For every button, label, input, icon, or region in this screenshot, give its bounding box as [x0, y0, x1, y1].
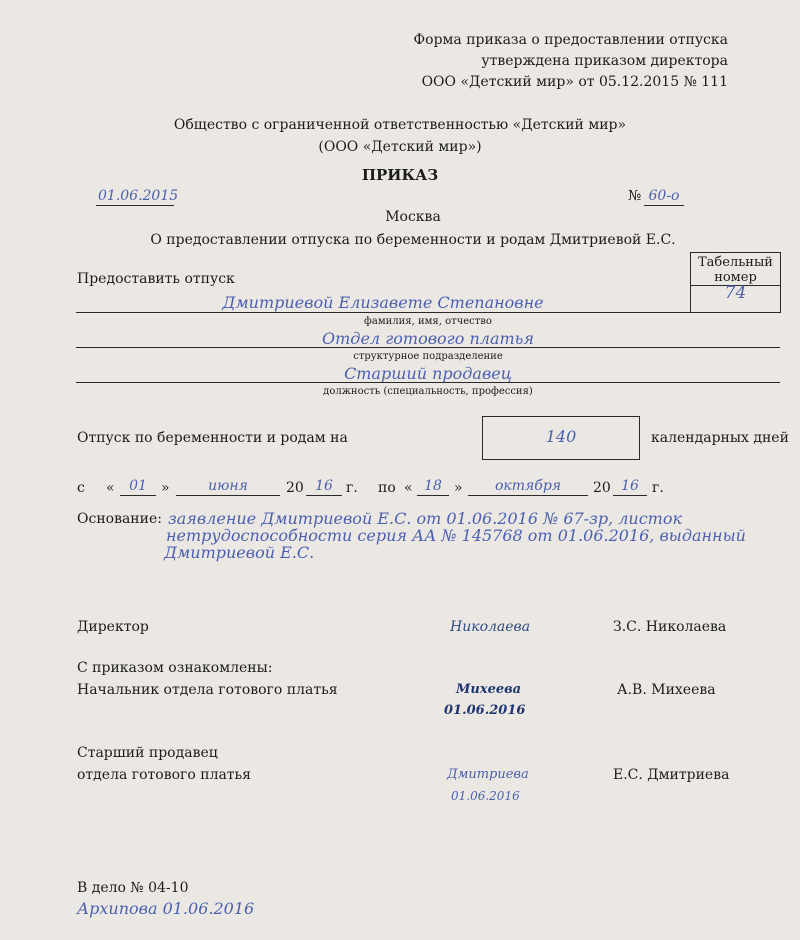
from-month-underline [176, 495, 280, 496]
tab-number-value: 74 [724, 283, 747, 303]
approval-line-3: ООО «Детский мир» от 05.12.2015 № 111 [421, 74, 728, 90]
head-position-label: Начальник отдела готового платья [77, 682, 338, 698]
basis-line-2: нетрудоспособности серия АА № 145768 от 01.06.2016, выданный [166, 526, 746, 545]
basis-line-3: Дмитриевой Е.С. [164, 543, 315, 562]
to-open-quote: « [404, 480, 413, 496]
seller-sign-date: 01.06.2016 [451, 789, 520, 803]
from-year-prefix: 20 [286, 480, 304, 496]
to-year-underline [613, 495, 647, 496]
acquainted-label: С приказом ознакомлены: [77, 660, 273, 676]
leave-days-value: 140 [545, 427, 577, 446]
basis-text [164, 510, 746, 561]
organization-block [0, 114, 800, 158]
tab-number-cell [690, 285, 781, 313]
to-close-quote: » [454, 480, 463, 496]
from-year: 16 [315, 478, 333, 494]
seller-signature: Дмитриева [447, 767, 529, 782]
to-month: октября [494, 478, 562, 494]
employee-position: Старший продавец [344, 364, 512, 383]
from-month: июня [208, 478, 248, 494]
to-year-prefix: 20 [593, 480, 611, 496]
order-number-label: № [628, 188, 642, 204]
basis-line-1: заявление Дмитриевой Е.С. от 01.06.2016 № 67-зр, листок [168, 509, 683, 528]
director-label: Директор [77, 619, 149, 635]
leave-type-label: Отпуск по беременности и родам на [77, 430, 348, 446]
head-sign-date: 01.06.2016 [444, 703, 526, 718]
order-title: ПРИКАЗ [361, 166, 439, 184]
to-day-underline [417, 495, 449, 496]
to-month-underline [468, 495, 588, 496]
from-label: с [77, 480, 85, 496]
from-open-quote: « [106, 480, 115, 496]
tab-header-line-2: номер [714, 270, 757, 285]
order-number: 60-о [648, 188, 680, 204]
full-name-caption: фамилия, имя, отчество [364, 316, 492, 327]
from-year-suffix: г. [346, 480, 358, 496]
to-label: по [378, 480, 396, 496]
position-caption: должность (специальность, профессия) [323, 386, 533, 397]
from-day-underline [120, 495, 156, 496]
basis-label: Основание: [77, 511, 162, 527]
full-name-line [76, 312, 690, 313]
file-label: В дело № 04-10 [77, 880, 189, 896]
seller-position-label-2: отдела готового платья [77, 767, 252, 783]
from-day: 01 [129, 478, 147, 494]
from-close-quote: » [161, 480, 170, 496]
department-line [76, 347, 780, 348]
form-approval-note [414, 30, 728, 93]
head-name: А.В. Михеева [617, 682, 716, 698]
order-date: 01.06.2015 [98, 188, 179, 204]
file-note: Архипова 01.06.2016 [77, 899, 255, 918]
to-day: 18 [424, 478, 442, 494]
position-line [76, 382, 780, 383]
seller-name: Е.С. Дмитриева [613, 767, 730, 783]
grant-leave-label: Предоставить отпуск [77, 271, 235, 287]
approval-line-2: утверждена приказом директора [481, 53, 728, 69]
org-full-name: Общество с ограниченной ответственностью «Детский мир» [173, 117, 627, 133]
department-caption: структурное подразделение [353, 351, 503, 362]
order-city: Москва [385, 209, 441, 225]
tab-header-line-1: Табельный [698, 255, 773, 270]
org-short-name: (ООО «Детский мир») [318, 139, 482, 155]
order-number-underline [644, 205, 684, 206]
approval-line-1: Форма приказа о предоставлении отпуска [413, 32, 728, 48]
director-signature: Николаева [450, 619, 531, 635]
leave-days-box [482, 416, 640, 460]
order-date-underline [96, 205, 174, 206]
employee-full-name: Дмитриевой Елизавете Степановне [222, 293, 544, 312]
from-year-underline [306, 495, 342, 496]
to-year-suffix: г. [652, 480, 664, 496]
seller-position-label-1: Старший продавец [77, 745, 218, 761]
leave-days-unit: календарных дней [651, 430, 789, 446]
to-year: 16 [621, 478, 639, 494]
employee-department: Отдел готового платья [322, 329, 534, 348]
order-subject: О предоставлении отпуска по беременности и родам Дмитриевой Е.С. [150, 232, 676, 248]
head-signature: Михеева [456, 682, 522, 697]
director-name: З.С. Николаева [613, 619, 727, 635]
